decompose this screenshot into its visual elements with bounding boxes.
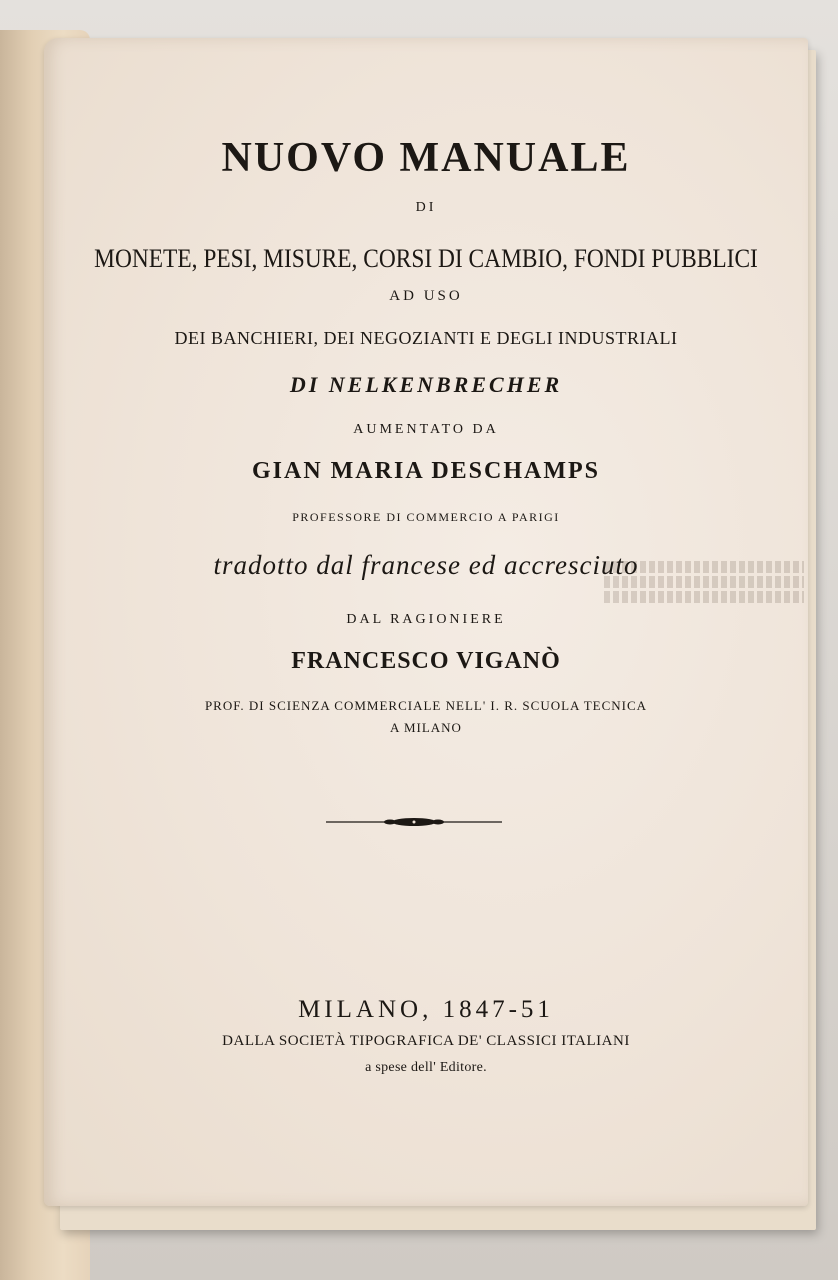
translated-note: tradotto dal francese ed accresciuto — [213, 550, 639, 580]
audience: DEI BANCHIERI, DEI NEGOZIANTI E DEGLI INDUSTRIALI — [174, 328, 678, 348]
translator-title-line2: A MILANO — [390, 720, 462, 735]
reviser-title: PROFESSORE DI COMMERCIO A PARIGI — [292, 510, 560, 524]
publisher-expense: a spese dell' Editore. — [365, 1060, 487, 1075]
publisher: DALLA SOCIETÀ TIPOGRAFICA DE' CLASSICI ITALIANI — [222, 1033, 630, 1049]
dal-ragioniere: DAL RAGIONIERE — [346, 612, 506, 627]
title-page-content — [44, 38, 808, 1206]
book-title: NUOVO MANUALE — [221, 135, 631, 181]
translator-name: FRANCESCO VIGANÒ — [291, 648, 561, 674]
ornament-rule-icon — [326, 816, 502, 828]
translator-title-line1: PROF. DI SCIENZA COMMERCIALE NELL' I. R. SCUOLA TECNICA — [204, 698, 648, 713]
aumentato-da: AUMENTATO DA — [353, 422, 499, 437]
title-di: DI — [415, 200, 437, 215]
book-subject: MONETE, PESI, MISURE, CORSI DI CAMBIO, FONDI PUBBLICI — [94, 244, 758, 273]
ad-uso: AD USO — [389, 288, 463, 304]
reviser-name: GIAN MARIA DESCHAMPS — [251, 458, 600, 484]
place-date: MILANO, 1847-51 — [298, 996, 554, 1023]
author: DI NELKENBRECHER — [289, 372, 563, 397]
